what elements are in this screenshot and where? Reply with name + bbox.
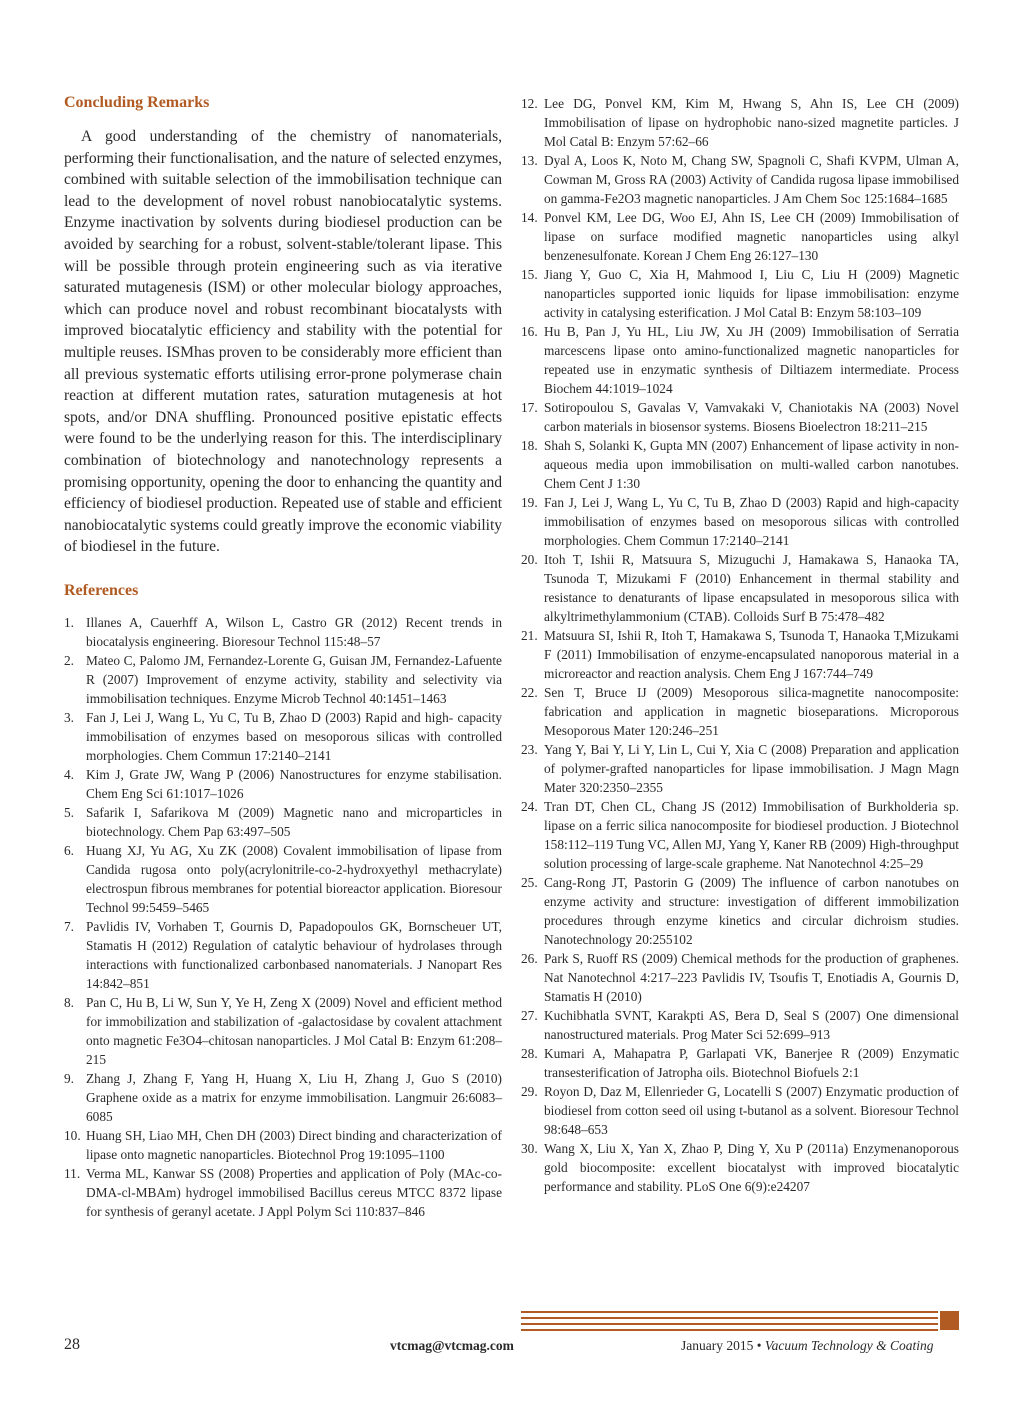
reference-text: Park S, Ruoff RS (2009) Chemical methods for the production of graphenes. Nat Nanotechnol 4:217–223 Pavlidis IV, Tsoufis T, Enotiadis A, Gournis D, Stamatis H (2010) — [544, 951, 959, 1004]
concluding-remarks-heading: Concluding Remarks — [64, 94, 210, 111]
reference-item — [64, 651, 502, 708]
reference-number: 15. — [521, 267, 538, 282]
footer-rule-3 — [521, 1323, 938, 1325]
reference-text: Kuchibhatla SVNT, Karakpti AS, Bera D, Seal S (2007) One dimensional nanostructured materials. Prog Mater Sci 52:699–913 — [544, 1008, 959, 1042]
reference-number: 26. — [521, 951, 538, 966]
reference-text: Verma ML, Kanwar SS (2008) Properties and application of Poly (MAc-co-DMA-cl-MBAm) hydrogel immobilised Bacillus cereus MTCC 8372 lipase for synthesis of geranyl acetate. J Appl Polym Sci 110:837–846 — [86, 1165, 502, 1219]
reference-text: Jiang Y, Guo C, Xia H, Mahmood I, Liu C, Liu H (2009) Magnetic nanoparticles supported ionic liquids for lipase immobilisation: enzyme activity in catalysing esterification. J Mol Catal B: Enzym 58:103–109 — [544, 267, 959, 320]
right-column — [521, 94, 959, 1196]
reference-item — [521, 322, 959, 398]
reference-text: Kim J, Grate JW, Wang P (2006) Nanostructures for enzyme stabilisation. Chem Eng Sci 61:1017–1026 — [86, 766, 502, 801]
reference-item — [521, 740, 959, 797]
references-list-left — [64, 613, 502, 1221]
reference-number: 12. — [521, 96, 538, 111]
reference-number: 21. — [521, 628, 538, 643]
footer-rule-1 — [521, 1311, 938, 1313]
footer-square — [940, 1311, 959, 1330]
reference-number: 11. — [64, 1165, 81, 1181]
reference-text: Mateo C, Palomo JM, Fernandez-Lorente G, Guisan JM, Fernandez-Lafuente R (2007) Improvement of enzyme activity, stability and selectivity via immobilisation techniques. Enzyme Microb Technol 40:1451–1463 — [86, 652, 502, 706]
reference-text: Huang XJ, Yu AG, Xu ZK (2008) Covalent immobilisation of lipase from Candida rugosa onto poly(acrylonitrile-co-2-hydroxyethyl methacrylate) electrospun fibrous membranes for potential bioreactor application. Bioresour Technol 99:5459–5465 — [86, 842, 502, 915]
reference-number: 3. — [64, 709, 75, 725]
issue-bullet: • — [756, 1338, 762, 1353]
reference-item — [521, 493, 959, 550]
reference-text: Zhang J, Zhang F, Yang H, Huang X, Liu H, Zhang J, Guo S (2010) Graphene oxide as a matrix for enzyme immobilisation. Langmuir 26:6083–6085 — [86, 1070, 502, 1124]
reference-number: 1. — [64, 614, 75, 630]
reference-item — [64, 917, 502, 993]
reference-number: 24. — [521, 799, 538, 814]
reference-text: Fan J, Lei J, Wang L, Yu C, Tu B, Zhao D (2003) Rapid and high-capacity immobilisation of enzymes based on mesoporous silicas with controlled morphologies. Chem Commun 17:2140–2141 — [544, 495, 959, 548]
page-number: 28 — [64, 1336, 80, 1353]
references-list-right — [521, 94, 959, 1196]
reference-number: 28. — [521, 1046, 538, 1061]
reference-text: Sen T, Bruce IJ (2009) Mesoporous silica-magnetite nanocomposite: fabrication and application in magnetic bioseparations. Microporous Mesoporous Mater 120:246–251 — [544, 685, 959, 738]
reference-number: 7. — [64, 918, 75, 934]
reference-number: 25. — [521, 875, 538, 890]
reference-item — [521, 1139, 959, 1196]
reference-number: 13. — [521, 153, 538, 168]
reference-text: Tran DT, Chen CL, Chang JS (2012) Immobilisation of Burkholderia sp. lipase on a ferric silica nanocomposite for biodiesel production. J Biotechnol 158:112–119 Tung VC, Allen MJ, Yang Y, Kaner RB (2009) High-throughput solution processing of large-scale grapheme. Nat Nanotechnol 4:25–29 — [544, 799, 959, 871]
reference-number: 19. — [521, 495, 538, 510]
magazine-title: Vacuum Technology & Coating — [764, 1338, 934, 1353]
reference-text: Pan C, Hu B, Li W, Sun Y, Ye H, Zeng X (2009) Novel and efficient method for immobilization and stabilization of -galactosidase by covalent attachment onto magnetic Fe3O4–chitosan nanoparticles. J Mol Catal B: Enzym 61:208–215 — [86, 994, 502, 1067]
reference-item — [521, 436, 959, 493]
reference-number: 2. — [64, 652, 75, 668]
reference-number: 17. — [521, 400, 538, 415]
reference-number: 14. — [521, 210, 538, 225]
reference-item — [521, 1044, 959, 1082]
reference-text: Wang X, Liu X, Yan X, Zhao P, Ding Y, Xu P (2011a) Enzymenanoporous gold biocomposite: excellent biocatalyst with improved biocatalytic performance and stability. PLoS One 6(9):e24207 — [544, 1141, 959, 1194]
reference-item — [64, 1069, 502, 1126]
reference-item — [64, 993, 502, 1069]
footer-rule-2 — [521, 1317, 938, 1319]
reference-number: 18. — [521, 438, 538, 453]
reference-number: 4. — [64, 766, 75, 782]
reference-number: 10. — [64, 1127, 81, 1143]
issue-date: January 2015 — [681, 1338, 754, 1353]
reference-item — [64, 708, 502, 765]
reference-item — [521, 550, 959, 626]
reference-text: Matsuura SI, Ishii R, Itoh T, Hamakawa S, Tsunoda T, Hanaoka T,Mizukami F (2011) Immobilisation of enzyme-encapsulated nanoporous material in a microreactor and reaction analysis. Chem Eng J 167:744–749 — [544, 628, 959, 681]
reference-text: Lee DG, Ponvel KM, Kim M, Hwang S, Ahn IS, Lee CH (2009) Immobilisation of lipase on hydrophobic nano-sized magnetite particles. J Mol Catal B: Enzym 57:62–66 — [544, 96, 959, 149]
reference-item — [521, 797, 959, 873]
reference-item — [521, 626, 959, 683]
footer-email: vtcmag@vtcmag.com — [390, 1338, 514, 1353]
reference-text: Illanes A, Cauerhff A, Wilson L, Castro GR (2012) Recent trends in biocatalysis engineering. Bioresour Technol 115:48–57 — [86, 614, 502, 649]
reference-item — [521, 873, 959, 949]
reference-item — [64, 1164, 502, 1221]
reference-text: Hu B, Pan J, Yu HL, Liu JW, Xu JH (2009) Immobilisation of Serratia marcescens lipase onto amino-functionalized magnetic nanoparticles for repeated use in enzymatic synthesis of Diltiazem intermediate. Process Biochem 44:1019–1024 — [544, 324, 959, 396]
reference-item — [521, 949, 959, 1006]
reference-item — [64, 1126, 502, 1164]
reference-item — [521, 265, 959, 322]
reference-number: 6. — [64, 842, 75, 858]
reference-item — [521, 683, 959, 740]
reference-item — [521, 208, 959, 265]
references-heading: References — [64, 581, 139, 599]
reference-text: Pavlidis IV, Vorhaben T, Gournis D, Papadopoulos GK, Bornscheuer UT, Stamatis H (2012) Regulation of catalytic behaviour of hydrolases through interactions with functionalized carbonbased nanomaterials. J Nanopart Res 14:842–851 — [86, 918, 502, 991]
concluding-paragraph: A good understanding of the chemistry of nanomaterials, performing their functionalisation, and the nature of selected enzymes, combined with suitable selection of the immobilisation technique can lead to the development of novel robust nanobiocatalytic systems. Enzyme inactivation by solvents during biodiesel production can be avoided by searching for a robust, solvent-stable/tolerant lipase. This will be possible through protein engineering such as via iterative saturated mutagenesis (ISM) or other molecular biology approaches, which can produce novel and robust recombinant biocatalysts with improved biocatalytic efficiency and stability with the potential for multiple reuses. ISMhas proven to be considerably more efficient than all previous systematic efforts utilising error-prone polymerase chain reaction at different mutation rates, saturation mutagenesis at hot spots, and/or DNA shuffling. Pronounced positive epistatic effects were found to be the underlying reason for this. The interdisciplinary combination of biotechnology and nanotechnology represents a promising opportunity, opening the door to enhancing the quantity and efficiency of biodiesel production. Repeated use of stable and efficient nanobiocatalytic systems could greatly improve the economic viability of biodiesel in the future. — [64, 128, 502, 556]
reference-item — [64, 803, 502, 841]
reference-item — [521, 1006, 959, 1044]
reference-text: Fan J, Lei J, Wang L, Yu C, Tu B, Zhao D (2003) Rapid and high- capacity immobilisation of enzymes based on mesoporous silicas with controlled morphologies. Chem Commun 17:2140–2141 — [86, 709, 502, 763]
reference-item — [64, 613, 502, 651]
reference-text: Safarik I, Safarikova M (2009) Magnetic nano and microparticles in biotechnology. Chem Pap 63:497–505 — [86, 804, 502, 839]
reference-item — [521, 398, 959, 436]
reference-item — [521, 151, 959, 208]
reference-number: 16. — [521, 324, 538, 339]
reference-number: 20. — [521, 552, 538, 567]
footer-rule-4 — [521, 1329, 938, 1331]
reference-item — [64, 765, 502, 803]
reference-item — [521, 94, 959, 151]
reference-number: 8. — [64, 994, 75, 1010]
reference-text: Yang Y, Bai Y, Li Y, Lin L, Cui Y, Xia C (2008) Preparation and application of polymer-grafted nanoparticles for lipase immobilisation. J Magn Magn Mater 320:2350–2355 — [544, 742, 959, 795]
reference-item — [64, 841, 502, 917]
reference-text: Itoh T, Ishii R, Matsuura S, Mizuguchi J, Hamakawa S, Hanaoka TA, Tsunoda T, Mizukami F (2010) Enhancement in thermal stability and resistance to denaturants of lipase encapsulated in mesoporous silica with alkyltrimethylammonium (CTAB). Colloids Surf B 75:478–482 — [544, 552, 959, 624]
reference-number: 30. — [521, 1141, 538, 1156]
reference-number: 29. — [521, 1084, 538, 1099]
reference-text: Dyal A, Loos K, Noto M, Chang SW, Spagnoli C, Shafi KVPM, Ulman A, Cowman M, Gross RA (2003) Activity of Candida rugosa lipase immobilised on gamma-Fe2O3 magnetic nanoparticles. J Am Chem Soc 125:1684–1685 — [544, 153, 959, 206]
reference-number: 27. — [521, 1008, 538, 1023]
reference-text: Huang SH, Liao MH, Chen DH (2003) Direct binding and characterization of lipase onto magnetic nanoparticles. Biotechnol Prog 19:1095–1100 — [86, 1127, 502, 1162]
left-column — [64, 94, 502, 1221]
reference-item — [521, 1082, 959, 1139]
footer-issue — [681, 1338, 933, 1354]
reference-number: 9. — [64, 1070, 75, 1086]
reference-text: Ponvel KM, Lee DG, Woo EJ, Ahn IS, Lee CH (2009) Immobilisation of lipase on surface modified magnetic nanoparticles using alkyl benzenesulfonate. Korean J Chem Eng 26:127–130 — [544, 210, 959, 263]
reference-number: 22. — [521, 685, 538, 700]
reference-text: Cang-Rong JT, Pastorin G (2009) The influence of carbon nanotubes on enzyme activity and structure: investigation of different immobilization procedures through enzyme kinetics and circular dichroism studies. Nanotechnology 20:255102 — [544, 875, 959, 947]
reference-text: Royon D, Daz M, Ellenrieder G, Locatelli S (2007) Enzymatic production of biodiesel from cotton seed oil using t-butanol as a solvent. Bioresour Technol 98:648–653 — [544, 1084, 959, 1137]
reference-text: Sotiropoulou S, Gavalas V, Vamvakaki V, Chaniotakis NA (2003) Novel carbon materials in biosensor systems. Biosens Bioelectron 18:211–215 — [544, 400, 959, 434]
reference-number: 23. — [521, 742, 538, 757]
reference-text: Kumari A, Mahapatra P, Garlapati VK, Banerjee R (2009) Enzymatic transesterification of Jatropha oils. Biotechnol Biofuels 2:1 — [544, 1046, 959, 1080]
reference-text: Shah S, Solanki K, Gupta MN (2007) Enhancement of lipase activity in non-aqueous media upon immobilisation on multi-walled carbon nanotubes. Chem Cent J 1:30 — [544, 438, 959, 491]
reference-number: 5. — [64, 804, 75, 820]
